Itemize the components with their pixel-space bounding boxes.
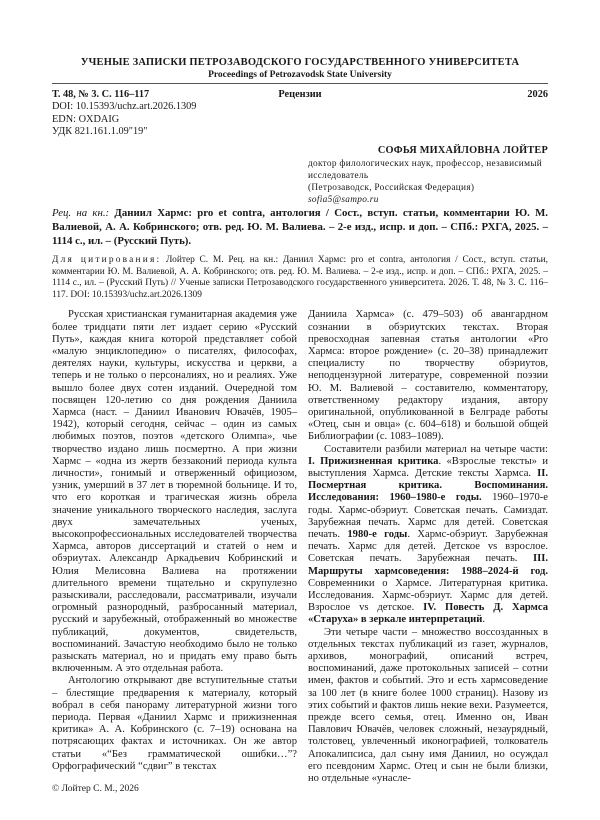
paragraph-book-parts [308, 444, 548, 627]
copyright: © Лойтер С. М., 2026 [52, 784, 139, 795]
body-column-right [308, 309, 548, 785]
author-name: СОФЬЯ МИХАЙЛОВНА ЛОЙТЕР [377, 145, 548, 156]
author-affiliation [308, 158, 548, 206]
text-segment: . Хармс-обэриут. Зарубежная печать. Хармс для детей. Детское vs взрослое. Советская печать. Зарубежная печать. [308, 529, 549, 565]
section-name: Рецензии [278, 89, 322, 100]
author-location: (Петрозаводск, Российская Федерация) [308, 183, 475, 193]
citation-block [52, 255, 548, 301]
issue-year: 2026 [527, 89, 548, 100]
part-heading: I. Прижизненная критика [308, 455, 439, 467]
author-email[interactable]: sofia5@sampo.ru [308, 195, 379, 205]
text-segment: Современники о Хармсе. Литературная критика. Исследования. Хармс-обэриут. Хармс для детей. Взрослое vs детское. [308, 577, 548, 614]
article-content [52, 206, 548, 795]
part-heading: IV. Повесть Д. Хармса «Старуха» в зеркале интерпретаций [308, 602, 549, 626]
citation-text: Лойтер С. М. Рец. на кн.: Даниил Хармс: pro et contra, антология / Сост., вступ. статьи, комментарии Ю. М. Валиевой, А. А. Кобринского; отв. ред. Ю. М. Валиева. – 2-е изд., испр. и доп. – СПб.: РХГА, 2025. – 1114 с., ил. – (Русский Путь) // Ученые записки Петрозаводского государственного университета. 2026. Т. 48, № 3. С. 116–117. DOI: 10.15393/uchz.art.2026.1309 [52, 255, 548, 300]
journal-title: УЧЕНЫЕ ЗАПИСКИ ПЕТРОЗАВОДСКОГО ГОСУДАРСТВЕННОГО УНИВЕРСИТЕТА [80, 57, 520, 68]
paragraph: Даниила Хармса» (с. 479–503) об авангардном сознании в обэриутских текстах. Вторая превосходная запевная статья антологии «Pro Хармса: второе рождение» (с. 20–38) принадлежит специалисту по творчеству обэриутов, неподцензурной литературе, современной поэзии Ю. М. Валиевой – составителю, комментатору, ответственному редактору издания, автору оригинальной, опубликованной в Белграде работы «Отец, сын и овца» (с. 604–618) и большой общей Библиографии (с. 1083–1089). [308, 309, 548, 443]
book-reference: Даниил Хармс: pro et contra, антология / Сост., вступ. статьи, комментарии Ю. М. Валиевой, А. А. Кобринского; отв. ред. Ю. М. Валиева. – 2-е изд., испр. и доп. – СПб.: РХГА, 2025. – 1114 с., ил. – (Русский Путь). [52, 207, 548, 247]
edn: EDN: OXDAIG [52, 113, 120, 125]
part-heading: II. Посмертная критика. Воспоминания. Исследования: 1960–1980-е годы. [308, 468, 548, 504]
text-segment: Составители разбили материал на четыре части: [324, 443, 548, 455]
text-segment: . «Взрослые тексты» и выступления Хармса. Детские тексты Хармса. [308, 455, 548, 480]
citation-label: Для цитирования: [52, 255, 162, 265]
author-degree: доктор филологических наук, профессор, независимый исследователь [308, 159, 543, 181]
part-heading: III. Маршруты хармсоведения: 1988–2024-й год. [308, 553, 548, 577]
part-heading: 1980-е годы [347, 529, 408, 541]
doi: DOI: 10.15393/uchz.art.2026.1309 [52, 101, 197, 113]
paragraph: Эти четыре части – множество воссозданных в отдельных текстах публикаций из газет, журналов, архивов, монографий, описаний встреч, воспоминаний, даже протокольных записей – сотни имен, фактов и событий. Это и есть хармсоведение за 100 лет (в книге более 1000 страниц). Назову из этих событий и фактов лишь некие вехи. Разумеется, прежде всего семья, отец. Именно он, Иван Павлович Ювачёв, человек сложный, незаурядный, толстовец, увлеченный иконографией, толкователь Апокалипсиса, дал сыну имя Даниил, но осуждал его псевдоним Хармс. Отец и сын не были близки, но отдельные «унасле- [308, 626, 548, 785]
review-of-book [52, 206, 548, 248]
journal-subtitle: Proceedings of Petrozavodsk State University [208, 70, 392, 80]
paragraph: Русская христианская гуманитарная академия уже более тридцати пяти лет издает серию «Русский Путь», каждая книга которой представляет собой «малую энциклопедию» о писателях, философах, деятелях науки, культуры, искусства и церкви, а теперь и не только о персоналиях, но и реалиях. Уже вышло более двух сотен изданий. Очередной том посвящен 120-летию со дня рождения Даниила Хармса (наст. – Даниил Иванович Ювачёв, 1905–1942), который сегодня, сейчас – один из самых любимых поэтов, поэтов «детского Олимпа», чье творчество издано лишь посмертно. А при жизни Хармс – «одна из жертв беззаконий периода культа личности», гонимый и отверженный официозом, узник, умерший в 37 лет в тюремной больнице. И то, что его короткая и трагическая жизнь обрела значение уникального творческого наследия, заслуга двух замечательных ученых, высокопрофессиональных исследователей творчества Хармса, авторов диссертаций и статей о нем и обэриутах. Александр Аркадьевич Кобринский и Юлия Мелисовна Валиева на протяжении длительного времени тщательно и скрупулезно разыскивали, расследовали, рассматривали, изучали огромный разнородный, разбросанный материал, русский и зарубежный, отображенный во множестве публикаций, документов, свидетельств, воспоминаний. Зачастую необходимо было не только разыскать материал, но и придать ему право быть включенным. А это отдельная работа. [52, 309, 297, 675]
volume-info: Т. 48, № 3. С. 116–117 [52, 89, 150, 100]
review-prefix: Рец. на кн.: [52, 207, 110, 219]
body-column-left [52, 309, 297, 795]
udk: УДК 821.161.1.09"19" [52, 125, 148, 137]
text-segment: . [482, 614, 486, 626]
article-meta [52, 89, 196, 138]
header-divider [52, 83, 548, 84]
text-segment: 1960–1970-е годы. Хармс-обэриут. Советская печать. Самиздат. Зарубежная печать. Хармс для детей. Советская печать. [308, 492, 548, 541]
body-columns [52, 309, 548, 795]
paragraph: Антологию открывают две вступительные статьи – блестящие предварения к материалу, который вобрал в себя панораму литературной жизни того периода. Первая «Даниил Хармс и прижизненная критика» А. А. Кобринского (с. 7–19) основана на потрясающих фактах и источниках. Он же автор статьи «“Без грамматической ошибки…”? Орфографический “сдвиг” в текстах [52, 675, 297, 772]
